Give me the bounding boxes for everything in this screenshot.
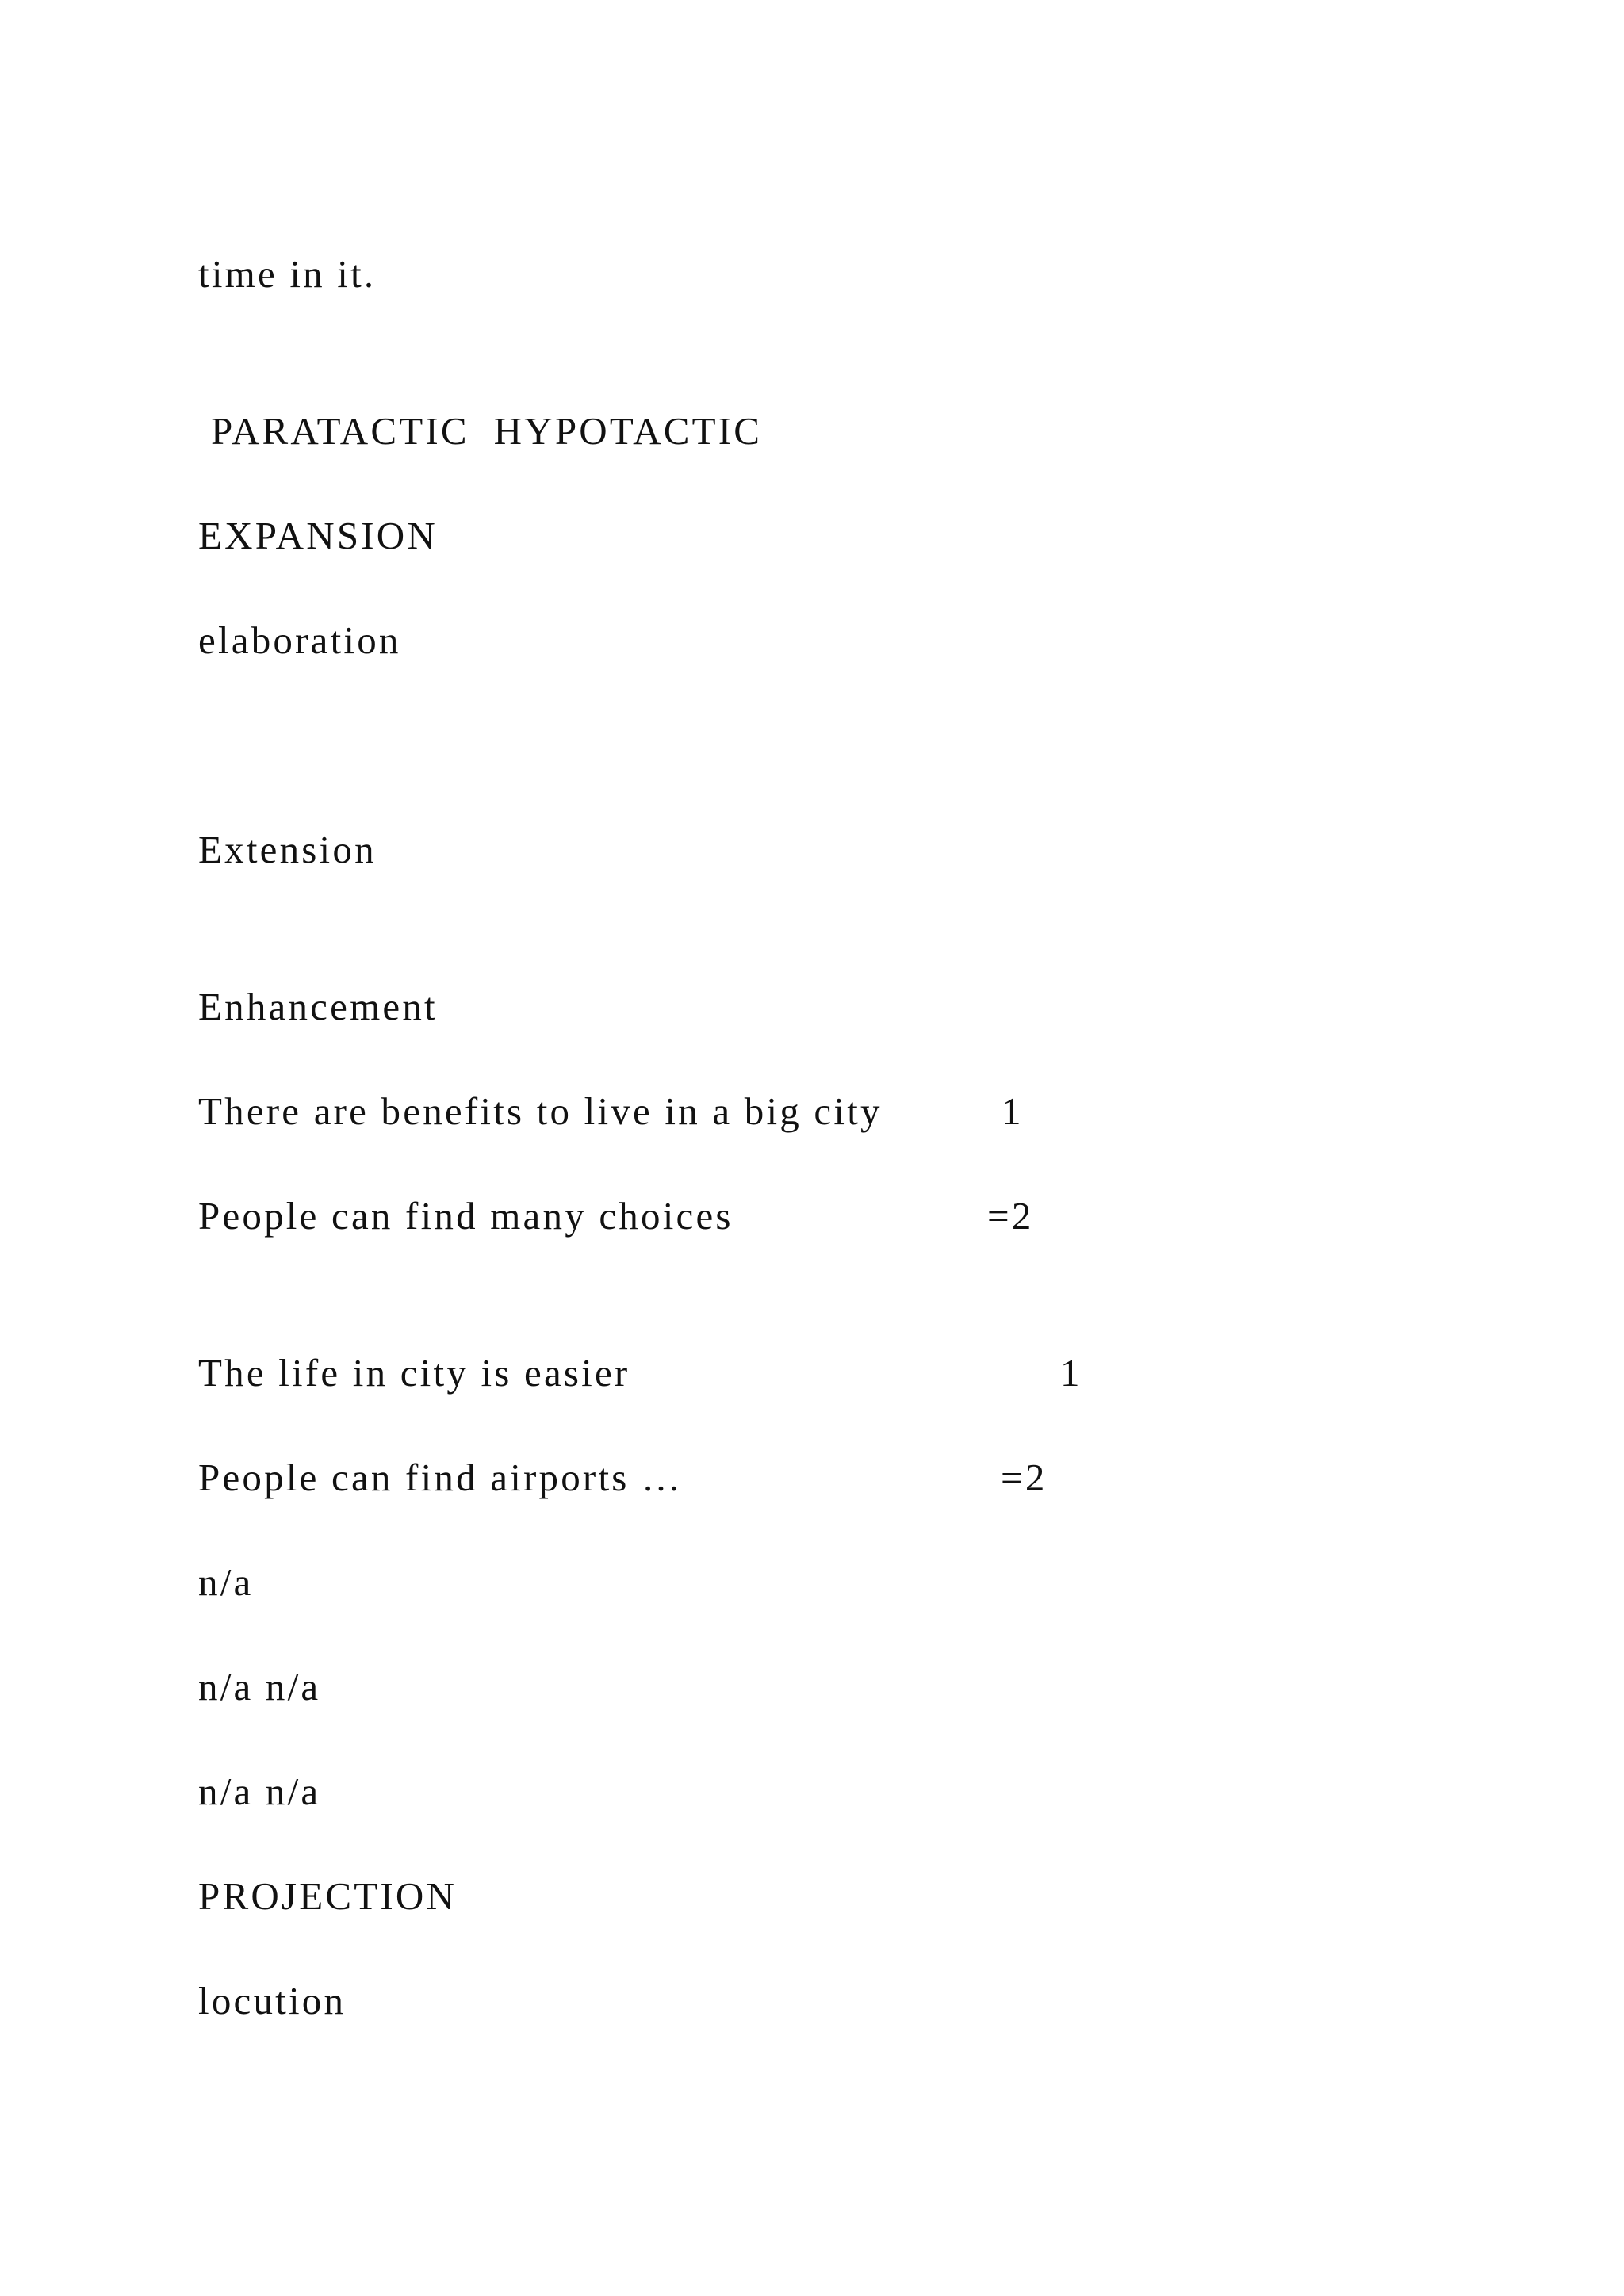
text-line-na: n/a <box>198 1560 254 1604</box>
text-line-benefits-big-city: There are benefits to live in a big city <box>198 1089 883 1133</box>
text-line-na-na-1: n/a n/a <box>198 1665 321 1709</box>
text-line-extension: Extension <box>198 828 377 871</box>
heading-expansion: EXPANSION <box>198 514 438 557</box>
marker-1-easier: 1 <box>1060 1351 1082 1395</box>
text-line-na-na-2: n/a n/a <box>198 1770 321 1813</box>
text-line-airports: People can find airports … <box>198 1456 684 1499</box>
marker-1-benefits: 1 <box>1002 1089 1024 1133</box>
marker-eq2-airports: =2 <box>1001 1456 1048 1499</box>
text-line-time-in-it: time in it. <box>198 252 377 296</box>
text-line-elaboration: elaboration <box>198 618 401 662</box>
text-line-life-easier: The life in city is easier <box>198 1351 630 1395</box>
heading-paratactic-hypotactic: PARATACTIC HYPOTACTIC <box>211 409 763 453</box>
text-line-locution: locution <box>198 1979 347 2022</box>
marker-eq2-choices: =2 <box>987 1194 1034 1238</box>
text-line-enhancement: Enhancement <box>198 985 438 1028</box>
text-line-many-choices: People can find many choices <box>198 1194 733 1238</box>
heading-projection: PROJECTION <box>198 1874 458 1918</box>
